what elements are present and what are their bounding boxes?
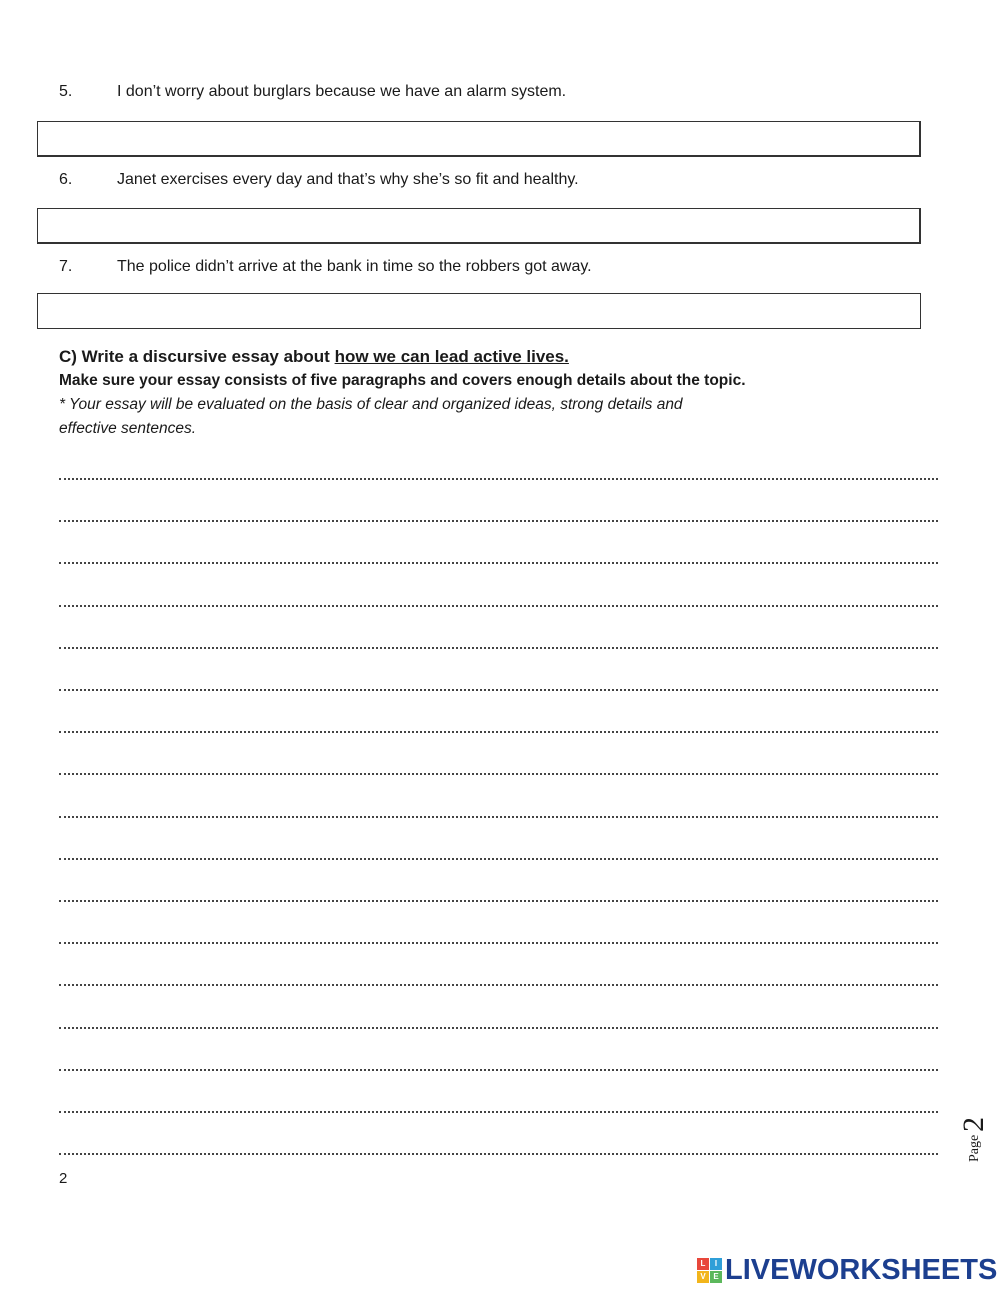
section-c bbox=[59, 345, 859, 441]
logo-block: I bbox=[710, 1258, 722, 1270]
essay-line[interactable] bbox=[59, 647, 938, 649]
essay-line[interactable] bbox=[59, 1069, 938, 1071]
side-page-number: 2 bbox=[957, 1117, 990, 1132]
question-number: 5. bbox=[59, 83, 73, 100]
essay-line[interactable] bbox=[59, 478, 938, 480]
answer-box-5[interactable] bbox=[37, 121, 921, 157]
question-text: Janet exercises every day and that’s why she’s so fit and healthy. bbox=[117, 171, 579, 188]
essay-line[interactable] bbox=[59, 689, 938, 691]
question-7 bbox=[59, 257, 592, 277]
logo-blocks-icon bbox=[697, 1258, 722, 1283]
logo-block: V bbox=[697, 1271, 709, 1283]
logo-block: E bbox=[710, 1271, 722, 1283]
essay-line[interactable] bbox=[59, 773, 938, 775]
essay-line[interactable] bbox=[59, 1153, 938, 1155]
answer-box-7[interactable] bbox=[37, 293, 921, 329]
brand-name: LIVEWORKSHEETS bbox=[725, 1253, 998, 1286]
side-page-label bbox=[955, 1104, 995, 1164]
essay-line[interactable] bbox=[59, 816, 938, 818]
section-note-line-1: * Your essay will be evaluated on the basis of clear and organized ideas, strong details and bbox=[59, 396, 683, 413]
question-number: 7. bbox=[59, 258, 73, 275]
question-5 bbox=[59, 82, 566, 102]
answer-box-6[interactable] bbox=[37, 208, 921, 244]
page-number: 2 bbox=[59, 1170, 68, 1187]
title-topic: how we can lead active lives. bbox=[334, 347, 569, 366]
question-6 bbox=[59, 170, 579, 190]
question-text: I don’t worry about burglars because we have an alarm system. bbox=[117, 83, 567, 100]
side-page-word: Page bbox=[967, 1134, 982, 1162]
question-number: 6. bbox=[59, 171, 73, 188]
essay-line[interactable] bbox=[59, 984, 938, 986]
essay-line[interactable] bbox=[59, 900, 938, 902]
essay-line[interactable] bbox=[59, 520, 938, 522]
section-title bbox=[59, 345, 859, 369]
essay-line[interactable] bbox=[59, 858, 938, 860]
title-prefix: C) Write a discursive essay about bbox=[59, 347, 335, 366]
essay-line[interactable] bbox=[59, 942, 938, 944]
essay-line[interactable] bbox=[59, 1027, 938, 1029]
logo-block: L bbox=[697, 1258, 709, 1270]
question-text: The police didn’t arrive at the bank in time so the robbers got away. bbox=[117, 258, 592, 275]
essay-line[interactable] bbox=[59, 562, 938, 564]
liveworksheets-logo bbox=[697, 1253, 997, 1287]
essay-line[interactable] bbox=[59, 731, 938, 733]
section-instruction: Make sure your essay consists of five paragraphs and covers enough details about the topic. bbox=[59, 372, 746, 389]
section-note-line-2: effective sentences. bbox=[59, 420, 196, 437]
essay-line[interactable] bbox=[59, 1111, 938, 1113]
essay-line[interactable] bbox=[59, 605, 938, 607]
